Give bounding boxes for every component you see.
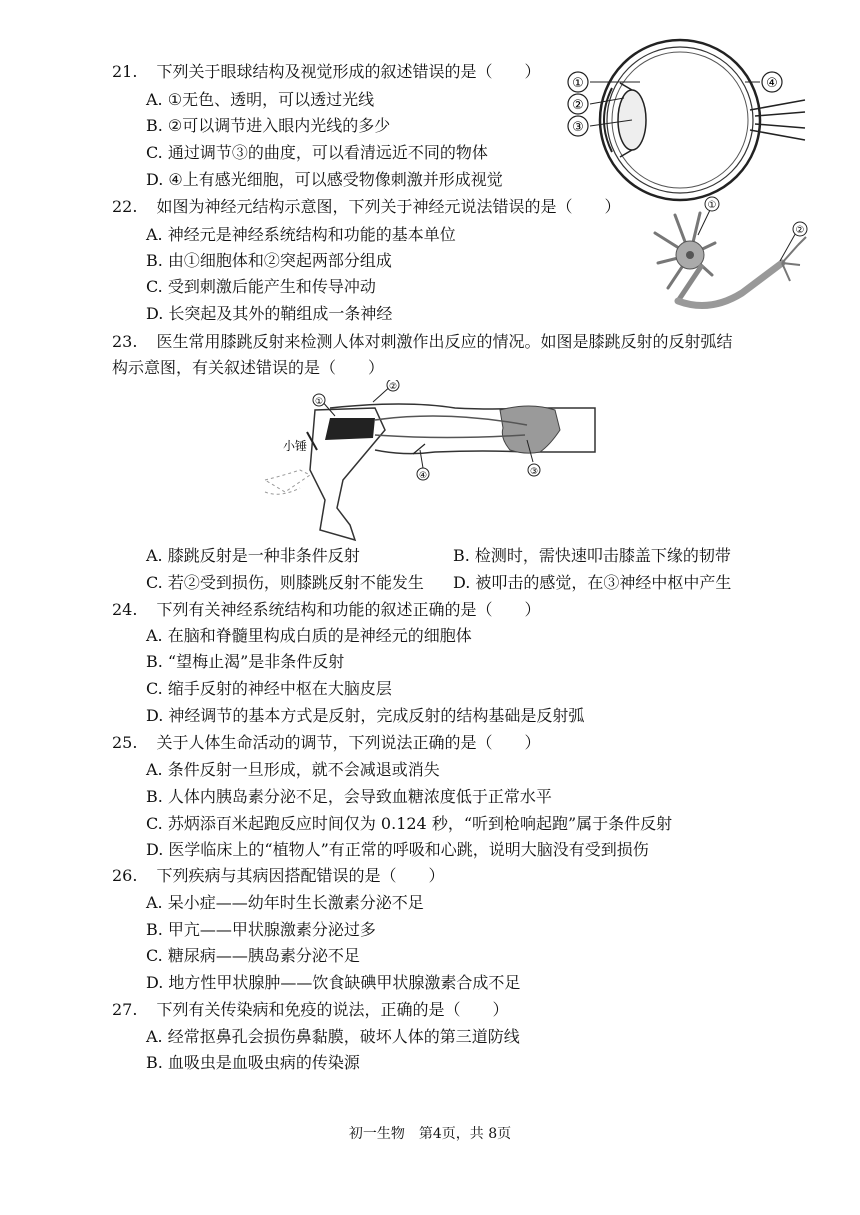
question-stem: 下列疾病与其病因搭配错误的是（ ） — [156, 866, 445, 885]
option-d: D. 地方性甲状腺肿——饮食缺碘甲状腺激素合成不足 — [146, 973, 521, 992]
question-number: 24. — [112, 600, 138, 619]
option-a: A. 经常抠鼻孔会损伤鼻黏膜，破坏人体的第三道防线 — [146, 1027, 520, 1046]
question-26 — [112, 866, 445, 886]
question-27 — [112, 1000, 509, 1020]
reflex-label-2: ② — [388, 382, 398, 392]
page-footer: 初一生物 第4页，共 8页 — [348, 1126, 512, 1142]
option-a: A. 神经元是神经系统结构和功能的基本单位 — [146, 225, 456, 244]
option-c: C. 苏炳添百米起跑反应时间仅为 0.124 秒，“听到枪响起跑”属于条件反射 — [146, 814, 673, 833]
option-d: D. 长突起及其外的鞘组成一条神经 — [146, 304, 393, 323]
option-d: D. ④上有感光细胞，可以感受物像刺激并形成视觉 — [146, 170, 503, 189]
reflex-label-1: ① — [314, 397, 324, 407]
eye-label-4: ④ — [766, 76, 778, 91]
eye-label-3: ③ — [572, 120, 584, 135]
question-number: 21. — [112, 62, 138, 81]
question-stem: 下列关于眼球结构及视觉形成的叙述错误的是（ ） — [156, 62, 541, 81]
reflex-label-4: ④ — [418, 471, 428, 481]
question-stem: 下列有关传染病和免疫的说法，正确的是（ ） — [156, 1000, 509, 1019]
option-b: B. ②可以调节进入眼内光线的多少 — [146, 116, 391, 135]
option-a: A. 在脑和脊髓里构成白质的是神经元的细胞体 — [146, 626, 472, 645]
question-number: 23. — [112, 332, 138, 351]
question-stem-continued: 构示意图，有关叙述错误的是（ ） — [112, 358, 385, 377]
option-b: B. 检测时，需快速叩击膝盖下缘的韧带 — [453, 546, 731, 565]
option-a: A. 膝跳反射是一种非条件反射 — [146, 546, 360, 565]
neuron-diagram — [650, 193, 810, 323]
eyeball-diagram — [560, 28, 810, 208]
option-c: C. 受到刺激后能产生和传导冲动 — [146, 277, 376, 296]
option-b: B. 由①细胞体和②突起两部分组成 — [146, 251, 392, 270]
question-number: 26. — [112, 866, 138, 885]
option-a: A. 条件反射一旦形成，就不会减退或消失 — [146, 760, 440, 779]
question-number: 22. — [112, 197, 138, 216]
option-d: D. 医学临床上的“植物人”有正常的呼吸和心跳，说明大脑没有受到损伤 — [146, 840, 649, 859]
question-number: 25. — [112, 733, 138, 752]
question-stem: 下列有关神经系统结构和功能的叙述正确的是（ ） — [156, 600, 541, 619]
option-d: D. 神经调节的基本方式是反射，完成反射的结构基础是反射弧 — [146, 706, 585, 725]
option-c: C. 通过调节③的曲度，可以看清远近不同的物体 — [146, 143, 488, 162]
eye-label-2: ② — [572, 98, 584, 113]
question-22 — [112, 197, 621, 217]
question-23 — [112, 332, 733, 352]
option-c: C. 缩手反射的神经中枢在大脑皮层 — [146, 679, 392, 698]
option-a: A. 呆小症——幼年时生长激素分泌不足 — [146, 893, 424, 912]
reflex-label-3: ③ — [529, 467, 539, 477]
neuron-label-1: ① — [707, 200, 717, 211]
question-stem: 关于人体生命活动的调节，下列说法正确的是（ ） — [156, 733, 541, 752]
question-stem: 如图为神经元结构示意图，下列关于神经元说法错误的是（ ） — [156, 197, 621, 216]
option-c: C. 糖尿病——胰岛素分泌不足 — [146, 946, 360, 965]
option-b: B. “望梅止渴”是非条件反射 — [146, 652, 345, 671]
option-b: B. 血吸虫是血吸虫病的传染源 — [146, 1053, 360, 1072]
option-a: A. ①无色、透明，可以透过光线 — [146, 90, 375, 109]
option-b: B. 甲亢——甲状腺激素分泌过多 — [146, 920, 376, 939]
question-21 — [112, 62, 541, 82]
question-25 — [112, 733, 541, 753]
option-c: C. 若②受到损伤，则膝跳反射不能发生 — [146, 573, 424, 592]
eye-label-1: ① — [572, 76, 584, 91]
question-stem: 医生常用膝跳反射来检测人体对刺激作出反应的情况。如图是膝跳反射的反射弧结 — [156, 332, 733, 351]
knee-reflex-diagram — [255, 380, 600, 545]
hammer-label: 小锤 — [283, 439, 308, 453]
question-number: 27. — [112, 1000, 138, 1019]
option-b: B. 人体内胰岛素分泌不足，会导致血糖浓度低于正常水平 — [146, 787, 552, 806]
question-24 — [112, 600, 541, 620]
neuron-label-2: ② — [795, 225, 805, 236]
option-d: D. 被叩击的感觉，在③神经中枢中产生 — [453, 573, 732, 592]
